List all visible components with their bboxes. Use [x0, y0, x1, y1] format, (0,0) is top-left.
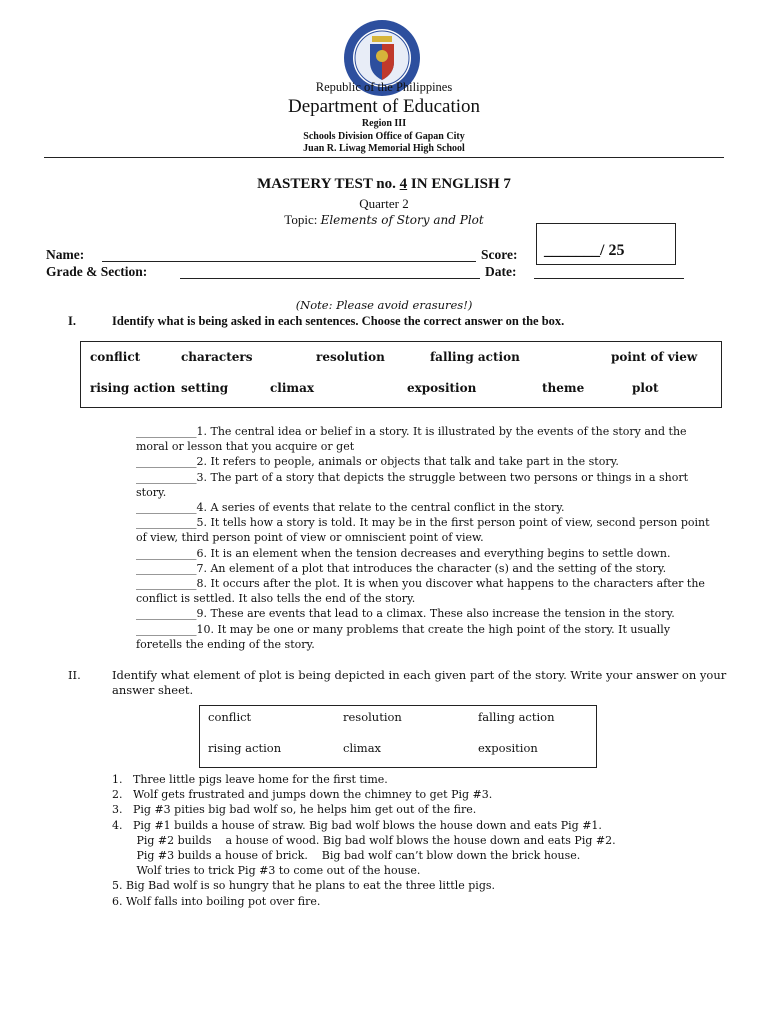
test-title-number: 4	[399, 176, 408, 192]
header-department: Department of Education	[287, 96, 481, 117]
list-item: ___________10. It may be one or many problems that create the high point of the story. It usually foretells the ending of the story.	[136, 622, 671, 651]
grade-section-field[interactable]	[180, 278, 480, 279]
score-label: Score:	[481, 247, 518, 262]
list-item: ___________9. These are events that lead to a climax. These also increase the tension in the story.	[136, 607, 675, 621]
section1-number: I.	[68, 314, 76, 328]
word-box-item: theme	[542, 381, 585, 395]
word-box-item: falling action	[478, 710, 555, 724]
section2-instruction	[68, 668, 728, 698]
section2-items	[112, 772, 732, 909]
word-box-item: resolution	[316, 350, 385, 364]
list-item: ___________4. A series of events that relate to the central conflict in the story.	[136, 501, 565, 515]
word-box-item: setting	[181, 381, 229, 395]
test-quarter: Quarter 2	[359, 196, 409, 211]
word-box-item: conflict	[90, 350, 141, 364]
list-item: Wolf tries to trick Pig #3 to come out of the house.	[112, 864, 421, 878]
test-title-suffix: IN ENGLISH 7	[410, 176, 511, 192]
name-field[interactable]	[102, 261, 476, 262]
note-text: (Note: Please avoid erasures!)	[295, 298, 473, 312]
list-item: 1. Three little pigs leave home for the first time.	[112, 773, 388, 786]
list-item: ___________5. It tells how a story is told. It may be in the first person point of view, second person point of view, third person point of view or omniscient point of view.	[136, 516, 710, 545]
word-box-item: plot	[632, 381, 659, 395]
name-label: Name:	[46, 247, 85, 262]
section1-instruction	[68, 314, 564, 329]
test-title	[0, 176, 768, 193]
header-school: Juan R. Liwag Memorial High School	[303, 143, 465, 154]
word-box-item: climax	[270, 381, 315, 395]
date-label: Date:	[485, 264, 517, 279]
list-item: 5. Big Bad wolf is so hungry that he plans to eat the three little pigs.	[112, 879, 495, 893]
list-item: 3. Pig #3 pities big bad wolf so, he helps him get out of the fire.	[112, 803, 477, 817]
header-region: Region III	[361, 118, 407, 129]
list-item: ___________7. An element of a plot that introduces the character (s) and the setting of the story.	[136, 561, 667, 575]
word-box-item: conflict	[208, 710, 252, 724]
word-box-item: falling action	[430, 350, 520, 364]
topic-label: Topic:	[284, 212, 318, 227]
topic-value: Elements of Story and Plot	[320, 213, 484, 227]
list-item: ___________3. The part of a story that depicts the struggle between two persons or things in a short story.	[136, 470, 689, 499]
header-republic: Republic of the Philippines	[315, 80, 453, 94]
list-item: 2. Wolf gets frustrated and jumps down the chimney to get Pig #3.	[112, 788, 493, 802]
list-item: ___________1. The central idea or belief in a story. It is illustrated by the events of the story and the moral or lesson that you acquire or get	[136, 425, 687, 454]
list-item: 6. Wolf falls into boiling pot over fire.	[112, 894, 321, 908]
test-title-prefix: MASTERY TEST no.	[257, 176, 396, 192]
list-item: 4. Pig #1 builds a house of straw. Big bad wolf blows the house down and eats Pig #1.	[112, 818, 602, 832]
list-item: Pig #3 builds a house of brick. Big bad wolf can’t blow down the brick house.	[112, 849, 581, 863]
section2-number: II.	[68, 668, 81, 682]
header-division: Schools Division Office of Gapan City	[303, 131, 465, 142]
word-box-item: point of view	[611, 350, 698, 364]
word-box-item: characters	[181, 350, 253, 364]
word-box-item: exposition	[407, 381, 477, 395]
word-box-item: climax	[343, 741, 382, 755]
list-item: Pig #2 builds a house of wood. Big bad wolf blows the house down and eats Pig #2.	[112, 833, 616, 847]
date-field[interactable]	[534, 278, 684, 279]
word-box-item: rising action	[90, 381, 176, 395]
section1-items	[136, 424, 716, 652]
grade-section-label: Grade & Section:	[46, 264, 148, 279]
word-box-item: exposition	[478, 741, 538, 755]
word-box-item: resolution	[343, 710, 402, 724]
word-box-item: rising action	[208, 741, 282, 755]
score-value: _______/ 25	[544, 242, 625, 259]
list-item: ___________2. It refers to people, animals or objects that talk and take part in the story.	[136, 455, 619, 469]
list-item: ___________6. It is an element when the tension decreases and everything begins to settle down.	[136, 546, 671, 560]
list-item: ___________8. It occurs after the plot. It is when you discover what happens to the characters after the conflict is settled. It also tells the end of the story.	[136, 577, 705, 606]
header-divider	[44, 157, 724, 158]
section1-instruction-text: Identify what is being asked in each sentences. Choose the correct answer on the box.	[112, 314, 565, 328]
section2-instruction-text: Identify what element of plot is being depicted in each given part of the story. Write your answer on your answer sheet.	[112, 668, 727, 697]
